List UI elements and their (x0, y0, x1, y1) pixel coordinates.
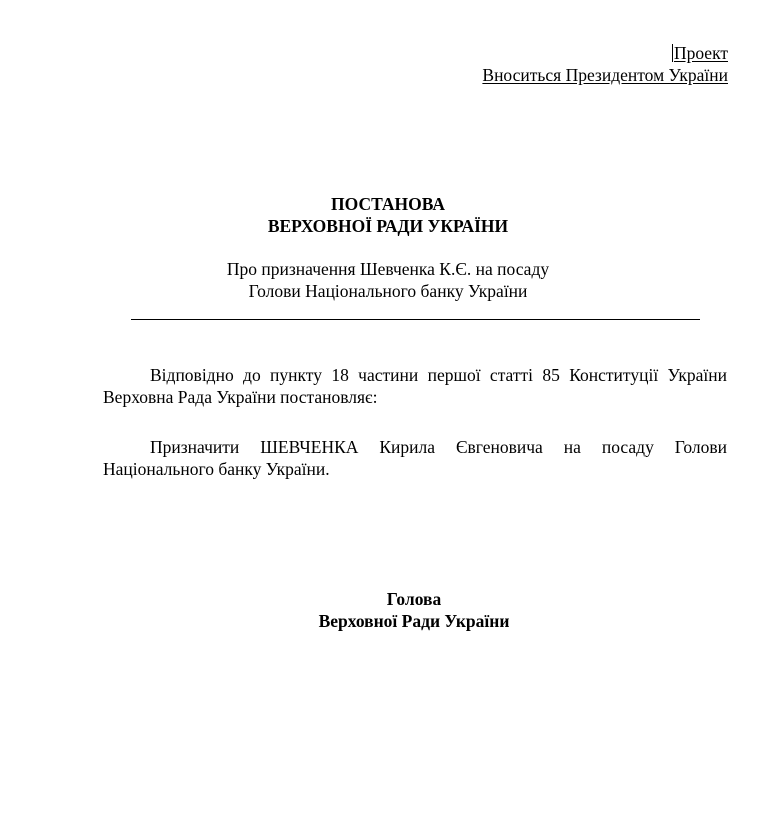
body-paragraph-1: Відповідно до пункту 18 частини першої статті 85 Конституції України Верховна Рада України постановляє: (103, 365, 727, 407)
draft-label: Проект (673, 43, 728, 63)
document-header (482, 42, 728, 86)
signature-line-1: Голова (386, 589, 442, 609)
body-paragraph-2: Призначити ШЕВЧЕНКА Кирила Євгеновича на посаду Голови Національного банку України. (103, 437, 727, 479)
document-title (0, 193, 776, 237)
subject-line-1: Про призначення Шевченка К.Є. на посаду (226, 259, 550, 279)
horizontal-divider (131, 319, 700, 320)
text-cursor (672, 44, 673, 62)
signature-line-2: Верховної Ради України (318, 611, 510, 631)
title-line-1: ПОСТАНОВА (331, 194, 445, 214)
document-subject (0, 258, 776, 302)
signature-block (0, 588, 776, 632)
title-line-2: ВЕРХОВНОЇ РАДИ УКРАЇНИ (267, 216, 509, 236)
submitted-by-label: Вноситься Президентом України (482, 65, 728, 85)
subject-line-2: Голови Національного банку України (248, 281, 528, 301)
